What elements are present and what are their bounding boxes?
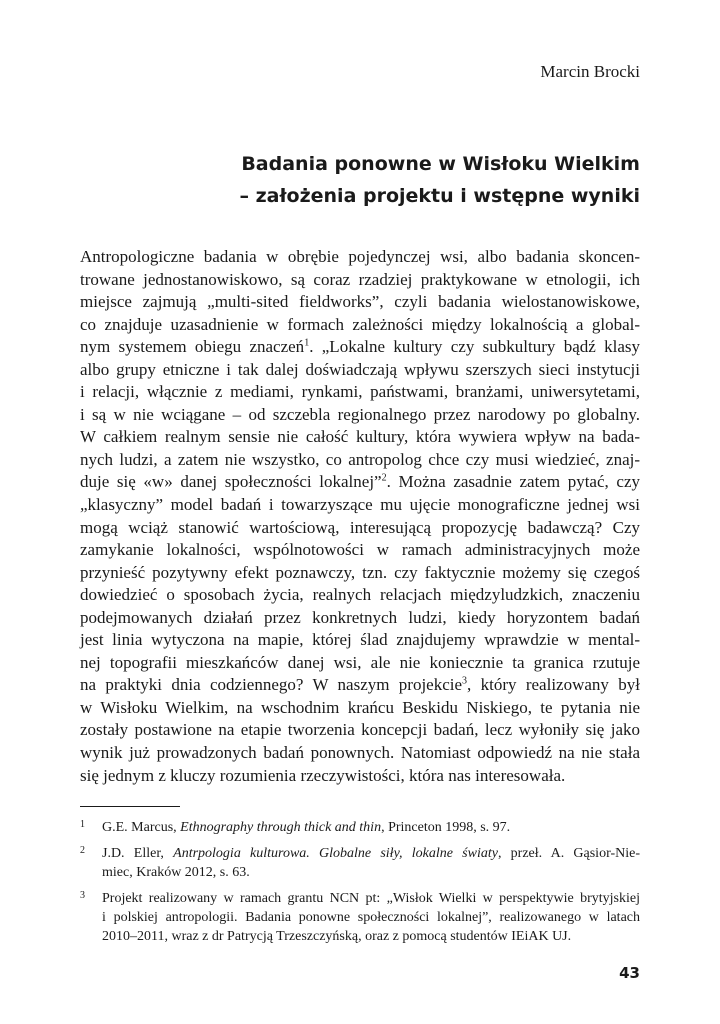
footnote-title: Antrpologia kulturowa. Globalne siły, lokalne światy bbox=[173, 846, 498, 861]
footnote-line bbox=[102, 863, 640, 882]
body-text-segment: nym systemem obiegu znaczeń bbox=[80, 337, 305, 357]
body-line: podejmowanych działań przez konkretnych ludzi, kiedy horyzontem badań bbox=[80, 607, 640, 627]
body-line: mogą wciąż stanowić wartościową, interesującą propozycję badawczą? Czy bbox=[80, 517, 640, 537]
body-line: nych ludzi, a zatem nie wszystko, co antropolog chce czy musi wiedzieć, znaj- bbox=[80, 449, 640, 469]
title-line-1: Badania ponowne w Wisłoku Wielkim bbox=[241, 153, 640, 175]
footnote-line bbox=[102, 927, 640, 946]
footnote-item bbox=[80, 818, 640, 837]
body-text-segment: na praktyki dnia codziennego? W naszym projekcie bbox=[80, 675, 463, 695]
body-line: i są w nie wciągane – od szczebla regionalnego przez narodowy po globalny. bbox=[80, 404, 640, 424]
running-header-author: Marcin Brocki bbox=[540, 62, 640, 81]
footnote-item bbox=[80, 844, 640, 882]
page-number: 43 bbox=[619, 964, 640, 982]
body-line: wynik już prowadzonych badań ponownych. Natomiast odpowiedź na nie stała bbox=[80, 743, 640, 763]
footnote-text: G.E. Marcus, bbox=[102, 820, 181, 835]
footnote-separator bbox=[80, 806, 180, 807]
body-line: nej topografii mieszkańców danej wsi, ale nie koniecznie ta granica rzutuje bbox=[80, 652, 640, 672]
footnote-line bbox=[102, 908, 640, 927]
footnote-text: 2010–2011, wraz z dr Patrycją Trzeszczyńską, oraz z pomocą studentów IEiAK UJ. bbox=[102, 929, 572, 944]
footnote-text: , Princeton 1998, s. 97. bbox=[381, 820, 511, 835]
footnote-number: 2 bbox=[80, 845, 85, 856]
footnote-line bbox=[102, 889, 640, 908]
body-text-segment: , który realizowany był bbox=[467, 675, 640, 695]
title-line-2: – założenia projektu i wstępne wyniki bbox=[239, 185, 640, 207]
footnote-text: Projekt realizowany w ramach grantu NCN pt: „Wisłok Wielki w perspektywie brytyjskiej bbox=[102, 891, 640, 906]
body-line: jest linia wytyczona na mapie, której ślad znajdujemy wprawdzie w mental- bbox=[80, 630, 640, 650]
article-title bbox=[180, 148, 640, 212]
footnote-text: , przeł. A. Gąsior-Nie- bbox=[497, 846, 640, 861]
footnote-reference[interactable]: 3 bbox=[462, 675, 468, 687]
body-text-segment: . Można zasadnie zatem pytać, czy bbox=[386, 472, 640, 492]
footnote-reference[interactable]: 1 bbox=[304, 337, 310, 349]
body-line: przynieść pozytywny efekt poznawczy, tzn. czy faktycznie możemy się czegoś bbox=[80, 562, 640, 582]
body-line: zamykanie lokalności, wspólnotowości w ramach administracyjnych może bbox=[80, 540, 640, 560]
body-line: zostały postawione na etapie tworzenia koncepcji badań, lecz wyłoniły się jako bbox=[80, 720, 640, 740]
body-line: albo grupy etniczne i tak dalej doświadczają wpływu szerszych sieci instytucji bbox=[80, 359, 640, 379]
body-line: W całkiem realnym sensie nie całość kultury, która wywiera wpływ na bada- bbox=[80, 427, 640, 447]
footnotes bbox=[80, 818, 640, 953]
footnote-text: J.D. Eller, bbox=[102, 846, 174, 861]
footnote-text: miec, Kraków 2012, s. 63. bbox=[102, 865, 250, 880]
footnote-text: i polskiej antropologii. Badania ponowne społeczności lokalnej”, realizowanego w latach bbox=[102, 910, 640, 925]
body-text-segment: duje się «w» danej społeczności lokalnej” bbox=[80, 472, 382, 492]
footnote-title: Ethnography through thick and thin bbox=[180, 820, 382, 835]
body-line: co znajduje uzasadnienie w formach zależności między lokalnością a global- bbox=[80, 314, 640, 334]
body-line bbox=[80, 471, 640, 494]
body-line: miejsce zajmują „multi-sited fieldworks”, czyli badania wielostanowiskowe, bbox=[80, 292, 640, 312]
body-line: dowiedzieć o sposobach życia, realnych relacjach międzyludzkich, znaczeniu bbox=[80, 585, 640, 605]
footnote-number: 3 bbox=[80, 890, 85, 901]
body-line: w Wisłoku Wielkim, na wschodnim krańcu Beskidu Niskiego, te pytania nie bbox=[80, 697, 640, 717]
body-line: Antropologiczne badania w obrębie pojedynczej wsi, albo badania skoncen- bbox=[80, 247, 640, 266]
body-line: trowane jednostanowiskowo, są coraz rzadziej praktykowane w etnologii, ich bbox=[80, 269, 640, 289]
body-paragraph bbox=[80, 246, 640, 787]
body-line bbox=[80, 336, 640, 359]
footnote-number: 1 bbox=[80, 819, 85, 830]
footnote-item bbox=[80, 889, 640, 946]
body-text-segment: . „Lokalne kultury czy subkultury bądź klasy bbox=[309, 337, 641, 357]
body-line: i relacji, włącznie z mediami, rynkami, państwami, branżami, uniwersytetami, bbox=[80, 382, 640, 402]
footnote-line bbox=[102, 844, 640, 863]
body-line: „klasyczny” model badań i towarzyszące mu ujęcie monograficzne jednej wsi bbox=[80, 495, 640, 515]
body-line bbox=[80, 674, 640, 697]
footnote-reference[interactable]: 2 bbox=[381, 472, 387, 484]
footnote-line bbox=[102, 818, 640, 837]
body-line: się jednym z kluczy rozumienia rzeczywistości, która nas interesowała. bbox=[80, 765, 566, 785]
